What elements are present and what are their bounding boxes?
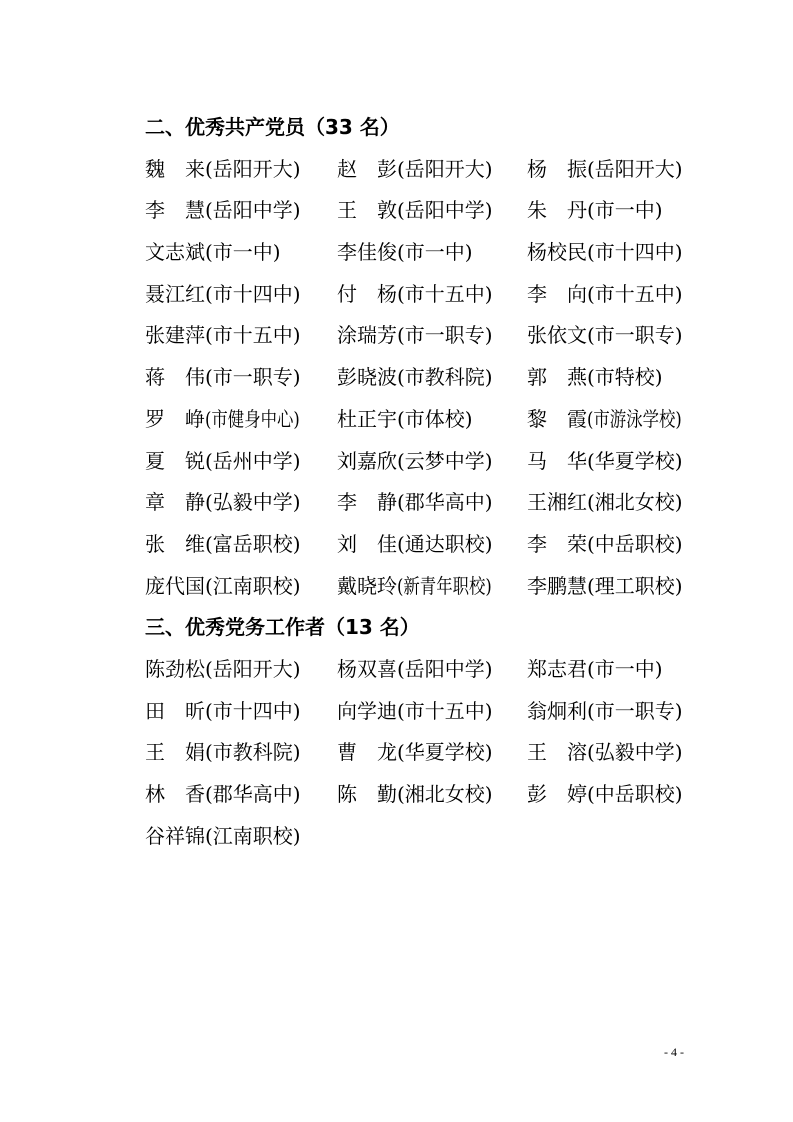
awardee-unit: (华夏学校) — [397, 740, 493, 765]
section-heading-party-workers: 三、优秀党务工作者（13 名） — [145, 615, 420, 640]
awardee-unit: (市一中) — [205, 240, 281, 265]
section-heading-party-members: 二、优秀共产党员（33 名） — [145, 115, 400, 139]
awardee-name: 聂江红 — [145, 281, 205, 306]
awardee-unit: (市一中) — [587, 656, 663, 681]
awardee-entry — [145, 274, 301, 316]
awardee-unit: (岳阳中学) — [397, 198, 493, 223]
awardee-entry — [145, 190, 301, 232]
entry-row — [0, 274, 793, 316]
awardee-name: 涂瑞芳 — [337, 323, 397, 348]
awardee-entry — [527, 566, 683, 608]
entry-row — [0, 566, 793, 608]
awardee-unit: (中岳职校) — [587, 782, 683, 806]
awardee-entry — [337, 524, 493, 566]
awardee-name: 黎 霞 — [527, 406, 587, 431]
awardee-entry — [337, 774, 493, 816]
awardee-unit: (市教科院) — [397, 365, 493, 390]
awardee-entry — [337, 441, 493, 483]
page-number: - 4 - — [664, 1045, 684, 1059]
awardee-unit: (岳阳中学) — [397, 656, 493, 681]
awardee-unit: (弘毅中学) — [587, 740, 683, 765]
awardee-name: 郑志君 — [527, 656, 587, 681]
awardee-unit: (市特校) — [587, 365, 663, 390]
awardee-unit: (岳阳开大) — [205, 156, 301, 181]
awardee-unit: (市一职专) — [397, 323, 493, 348]
awardee-list — [0, 107, 793, 857]
awardee-unit: (弘毅中学) — [205, 490, 301, 515]
awardee-entry — [145, 691, 301, 733]
awardee-unit: (江南职校) — [205, 823, 301, 848]
awardee-unit: (岳阳开大) — [587, 156, 683, 181]
awardee-name: 张 维 — [145, 531, 205, 556]
awardee-name: 王 敦 — [337, 198, 397, 223]
awardee-entry — [527, 357, 663, 399]
awardee-unit: (江南职校) — [205, 573, 301, 598]
awardee-unit: (市体校) — [397, 406, 473, 431]
awardee-unit: (湘北女校) — [397, 782, 493, 806]
awardee-unit: (岳阳开大) — [205, 656, 301, 681]
entry-row — [0, 149, 793, 191]
awardee-name: 杨 振 — [527, 156, 587, 181]
awardee-entry — [337, 190, 493, 232]
awardee-name: 付 杨 — [337, 281, 397, 306]
awardee-unit: (岳阳开大) — [397, 156, 493, 181]
entry-row — [0, 524, 793, 566]
entry-row — [0, 816, 793, 858]
awardee-entry — [527, 232, 683, 274]
awardee-entry — [145, 649, 301, 691]
awardee-name: 夏 锐 — [145, 448, 205, 473]
awardee-name: 田 昕 — [145, 698, 205, 723]
awardee-name: 李 慧 — [145, 198, 205, 223]
awardee-entry — [145, 482, 301, 524]
awardee-unit: (富岳职校) — [205, 531, 301, 556]
awardee-entry — [527, 315, 683, 357]
awardee-unit: (市一中) — [587, 198, 663, 223]
awardee-unit: (郡华高中) — [205, 782, 301, 806]
awardee-unit: (理工职校) — [587, 573, 683, 598]
awardee-entry — [145, 232, 281, 274]
awardee-name: 魏 来 — [145, 156, 205, 181]
awardee-entry — [337, 315, 493, 357]
entry-row — [0, 732, 793, 774]
awardee-name: 刘嘉欣 — [337, 448, 397, 473]
entry-row — [0, 649, 793, 691]
awardee-unit: (湘北女校) — [587, 490, 683, 515]
awardee-entry — [337, 566, 513, 608]
awardee-entry — [527, 774, 683, 816]
awardee-unit: (市一职专) — [587, 698, 683, 723]
awardee-name: 王湘红 — [527, 490, 587, 515]
awardee-entry — [527, 441, 683, 483]
awardee-name: 庞代国 — [145, 573, 205, 598]
awardee-name: 林 香 — [145, 782, 205, 806]
awardee-name: 赵 彭 — [337, 156, 397, 181]
awardee-name: 杨双喜 — [337, 656, 397, 681]
awardee-name: 李 荣 — [527, 531, 587, 556]
awardee-unit: (市一职专) — [587, 323, 683, 348]
entry-row — [0, 232, 793, 274]
awardee-name: 马 华 — [527, 448, 587, 473]
awardee-entry — [527, 399, 703, 441]
entry-row — [0, 399, 793, 441]
awardee-entry — [337, 357, 493, 399]
awardee-entry — [145, 774, 301, 816]
awardee-name: 杜正宇 — [337, 406, 397, 431]
awardee-unit: (市健身中心) — [205, 406, 300, 431]
awardee-name: 文志斌 — [145, 240, 205, 265]
awardee-unit: (岳州中学) — [205, 448, 301, 473]
awardee-unit: (市游泳学校) — [587, 406, 682, 431]
awardee-unit: (新青年职校) — [397, 573, 492, 598]
awardee-unit: (市十五中) — [397, 281, 493, 306]
awardee-name: 蒋 伟 — [145, 365, 205, 390]
entry-row — [0, 774, 793, 816]
awardee-name: 朱 丹 — [527, 198, 587, 223]
awardee-name: 陈劲松 — [145, 656, 205, 681]
awardee-entry — [145, 524, 301, 566]
awardee-name: 王 溶 — [527, 740, 587, 765]
awardee-entry — [337, 482, 493, 524]
awardee-entry — [527, 732, 683, 774]
awardee-entry — [337, 691, 493, 733]
awardee-entry — [145, 399, 321, 441]
awardee-unit: (市十四中) — [587, 240, 683, 265]
awardee-name: 杨校民 — [527, 240, 587, 265]
awardee-entry — [145, 566, 301, 608]
awardee-name: 戴晓玲 — [337, 573, 397, 598]
awardee-entry — [527, 274, 683, 316]
awardee-unit: (市教科院) — [205, 740, 301, 765]
awardee-unit: (市一职专) — [205, 365, 301, 390]
awardee-name: 罗 峥 — [145, 406, 205, 431]
awardee-name: 彭晓波 — [337, 365, 397, 390]
awardee-unit: (郡华高中) — [397, 490, 493, 515]
awardee-unit: (华夏学校) — [587, 448, 683, 473]
awardee-name: 张建萍 — [145, 323, 205, 348]
awardee-unit: (市十五中) — [587, 281, 683, 306]
entry-row — [0, 357, 793, 399]
awardee-name: 彭 婷 — [527, 782, 587, 806]
awardee-entry — [337, 232, 473, 274]
awardee-name: 陈 勤 — [337, 782, 397, 806]
awardee-name: 刘 佳 — [337, 531, 397, 556]
awardee-name: 曹 龙 — [337, 740, 397, 765]
awardee-entry — [527, 524, 683, 566]
awardee-entry — [337, 149, 493, 191]
awardee-entry — [145, 357, 301, 399]
awardee-name: 李 静 — [337, 490, 397, 515]
section-heading-row — [0, 107, 793, 149]
awardee-entry — [337, 399, 473, 441]
awardee-unit: (市十五中) — [205, 323, 301, 348]
entry-row — [0, 482, 793, 524]
awardee-entry — [527, 482, 683, 524]
awardee-unit: (市十四中) — [205, 698, 301, 723]
awardee-unit: (中岳职校) — [587, 531, 683, 556]
awardee-entry — [145, 441, 301, 483]
entry-row — [0, 691, 793, 733]
awardee-entry — [527, 649, 663, 691]
awardee-unit: (市一中) — [397, 240, 473, 265]
entry-row — [0, 441, 793, 483]
awardee-entry — [337, 274, 493, 316]
awardee-unit: (通达职校) — [397, 531, 493, 556]
awardee-entry — [337, 732, 493, 774]
section-heading-row — [0, 607, 793, 649]
entry-row — [0, 315, 793, 357]
awardee-entry — [337, 649, 493, 691]
awardee-name: 李 向 — [527, 281, 587, 306]
awardee-name: 张依文 — [527, 323, 587, 348]
awardee-unit: (市十五中) — [397, 698, 493, 723]
awardee-entry — [145, 315, 301, 357]
awardee-name: 李鹏慧 — [527, 573, 587, 598]
awardee-name: 谷祥锦 — [145, 823, 205, 848]
awardee-name: 王 娟 — [145, 740, 205, 765]
awardee-unit: (市十四中) — [205, 281, 301, 306]
awardee-name: 翁炯利 — [527, 698, 587, 723]
awardee-name: 李佳俊 — [337, 240, 397, 265]
awardee-unit: (云梦中学) — [397, 448, 493, 473]
awardee-name: 向学迪 — [337, 698, 397, 723]
entry-row — [0, 190, 793, 232]
awardee-entry — [145, 732, 301, 774]
awardee-entry — [527, 691, 683, 733]
awardee-name: 郭 燕 — [527, 365, 587, 390]
awardee-entry — [145, 816, 301, 858]
awardee-entry — [145, 149, 301, 191]
awardee-unit: (岳阳中学) — [205, 198, 301, 223]
awardee-name: 章 静 — [145, 490, 205, 515]
awardee-entry — [527, 149, 683, 191]
awardee-entry — [527, 190, 663, 232]
